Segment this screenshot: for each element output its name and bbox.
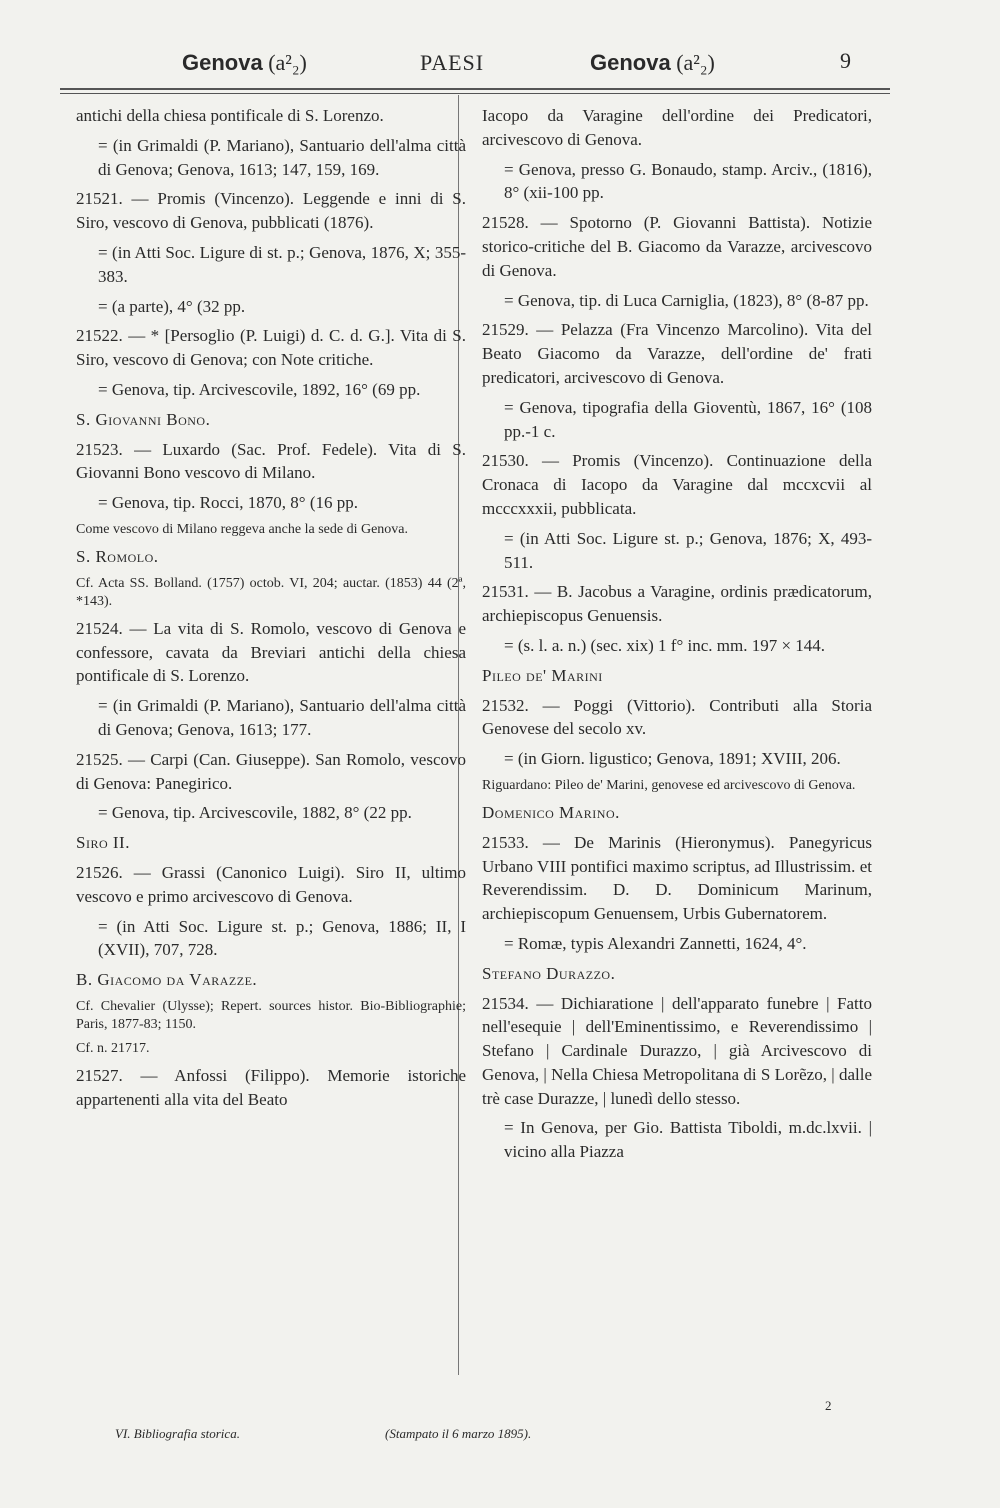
bibliography-entry: 21534. — Dichiaratione | dell'apparato funebre | Fatto nell'esequie | dell'Eminentissimo, e Reverendissimo | Stefano | Cardinale Durazzo, | già Arcivescovo di Genova, | Nella Chiesa Metropolitana di S Lorẽzo, | dalle trè case Durazze, | lunedì dello stesso. <box>482 993 872 1108</box>
running-header <box>60 44 890 84</box>
header-left: Genova (a²₂) <box>182 50 307 75</box>
bibliography-entry: 21528. — Spotorno (P. Giovanni Battista). Notizie storico-critiche del B. Giacomo da Varazze, arcivescovo di Genova. <box>482 213 872 280</box>
publication-line: = (in Giorn. ligustico; Genova, 1891; XVIII, 206. <box>504 749 841 769</box>
header-right: Genova (a²₂) <box>590 50 715 75</box>
header-center: PAESI <box>420 50 485 75</box>
bibliography-entry: 21533. — De Marinis (Hieronymus). Panegyricus Urbano VIII pontifici maximo scriptus, ad Illustrissim. et Reverendissim. D. D. Dominicum Marinum, archiepiscopum Genuensem, Urbis Gubernatorem. <box>482 832 872 924</box>
publication-line: = Genova, tip. Rocci, 1870, 8° (16 pp. <box>98 493 359 513</box>
footer-series: VI. Bibliografia storica. <box>115 1426 240 1441</box>
bibliography-entry: 21525. — Carpi (Can. Giuseppe). San Romolo, vescovo di Genova: Panegirico. <box>76 749 466 793</box>
bibliographic-note: Cf. n. 21717. <box>76 1040 150 1056</box>
section-heading: Pileo de' Marini <box>482 665 603 685</box>
publication-line: = Genova, tip. Arcivescovile, 1892, 16° (69 pp. <box>98 379 421 399</box>
bibliographic-note: Riguardano: Pileo de' Marini, genovese ed arcivescovo di Genova. <box>482 777 856 793</box>
bibliography-entry: 21530. — Promis (Vincenzo). Continuazione della Cronaca di Iacopo da Varagine dal mccxcvii al mcccxxxii, pubblicata. <box>482 451 872 518</box>
bibliography-entry: 21532. — Poggi (Vittorio). Contributi alla Storia Genovese del secolo xv. <box>482 695 872 739</box>
section-heading: Stefano Durazzo. <box>482 963 616 983</box>
footer-print-date: (Stampato il 6 marzo 1895). <box>385 1426 532 1441</box>
publication-line: = Genova, tip. di Luca Carniglia, (1823), 8° (8-87 pp. <box>504 290 869 310</box>
bibliographic-note: Come vescovo di Milano reggeva anche la sede di Genova. <box>76 521 409 537</box>
bibliography-entry: 21526. — Grassi (Canonico Luigi). Siro II, ultimo vescovo e primo arcivescovo di Genova. <box>76 862 466 906</box>
publication-line: = Genova, presso G. Bonaudo, stamp. Arciv., (1816), 8° (xii-100 pp. <box>504 159 872 203</box>
footer-signature: 2 <box>825 1398 832 1413</box>
bibliography-entry: 21521. — Promis (Vincenzo). Leggende e inni di S. Siro, vescovo di Genova, pubblicati (1876). <box>76 189 466 233</box>
publication-line: = Genova, tip. Arcivescovile, 1882, 8° (22 pp. <box>98 803 412 823</box>
publication-line: = (in Atti Soc. Ligure st. p.; Genova, 1876; X, 493-511. <box>504 528 872 572</box>
publication-line: = In Genova, per Gio. Battista Tiboldi, m.dc.lxvii. | vicino alla Piazza <box>504 1118 872 1162</box>
publication-line: = (in Atti Soc. Ligure st. p.; Genova, 1886; II, I (XVII), 707, 728. <box>98 916 466 960</box>
section-heading: Siro II. <box>76 833 130 853</box>
publication-line: = (a parte), 4° (32 pp. <box>98 296 246 316</box>
section-heading: B. Giacomo da Varazze. <box>76 970 258 990</box>
section-heading: Domenico Marino. <box>482 802 620 822</box>
header-rule-thin <box>60 93 890 94</box>
section-heading: S. Giovanni Bono. <box>76 409 211 429</box>
bibliography-entry: 21527. — Anfossi (Filippo). Memorie istoriche appartenenti alla vita del Beato <box>76 1065 466 1109</box>
bibliographic-note: Cf. Acta SS. Bolland. (1757) octob. VI, 204; auctar. (1853) 44 (2ª, *143). <box>76 575 466 609</box>
publication-line: = (in Grimaldi (P. Mariano), Santuario dell'alma città di Genova; Genova, 1613; 177. <box>98 696 466 739</box>
right-column <box>482 104 872 1170</box>
bibliography-entry: 21522. — * [Persoglio (P. Luigi) d. C. d. G.]. Vita di S. Siro, vescovo di Genova; con Note critiche. <box>76 326 466 370</box>
publication-line: = (in Atti Soc. Ligure di st. p.; Genova, 1876, X; 355-383. <box>98 242 466 286</box>
left-column <box>76 104 466 1118</box>
bibliography-entry: 21531. — B. Jacobus a Varagine, ordinis prædicatorum, archiepiscopus Genuensis. <box>482 582 872 626</box>
publication-line: = (in Grimaldi (P. Mariano), Santuario dell'alma città di Genova; Genova, 1613; 147, 159, 169. <box>98 135 466 179</box>
page-number: 9 <box>840 48 851 73</box>
header-rule <box>60 88 890 90</box>
bibliography-entry: 21523. — Luxardo (Sac. Prof. Fedele). Vita di S. Giovanni Bono vescovo di Milano. <box>76 439 466 483</box>
bibliography-entry: 21529. — Pelazza (Fra Vincenzo Marcolino). Vita del Beato Giacomo da Varazze, dell'ordine de' frati predicatori, arcivescovo di Genova. <box>482 320 872 387</box>
continued-text: antichi della chiesa pontificale di S. Lorenzo. <box>76 106 384 125</box>
section-heading: S. Romolo. <box>76 546 159 566</box>
bibliographic-note: Cf. Chevalier (Ulysse); Repert. sources histor. Bio-Bibliographie; Paris, 1877-83; 1150. <box>76 998 466 1032</box>
publication-line: = Genova, tipografia della Gioventù, 1867, 16° (108 pp.-1 c. <box>504 397 872 441</box>
publication-line: = Romæ, typis Alexandri Zannetti, 1624, 4°. <box>504 933 807 953</box>
bibliography-entry: 21524. — La vita di S. Romolo, vescovo di Genova e confessore, cavata da Breviari antichi della chiesa pontificale di S. Lorenzo. <box>76 618 466 686</box>
publication-line: = (s. l. a. n.) (sec. xix) 1 f° inc. mm. 197 × 144. <box>504 635 826 655</box>
continued-text: Iacopo da Varagine dell'ordine dei Predicatori, arcivescovo di Genova. <box>482 106 872 149</box>
